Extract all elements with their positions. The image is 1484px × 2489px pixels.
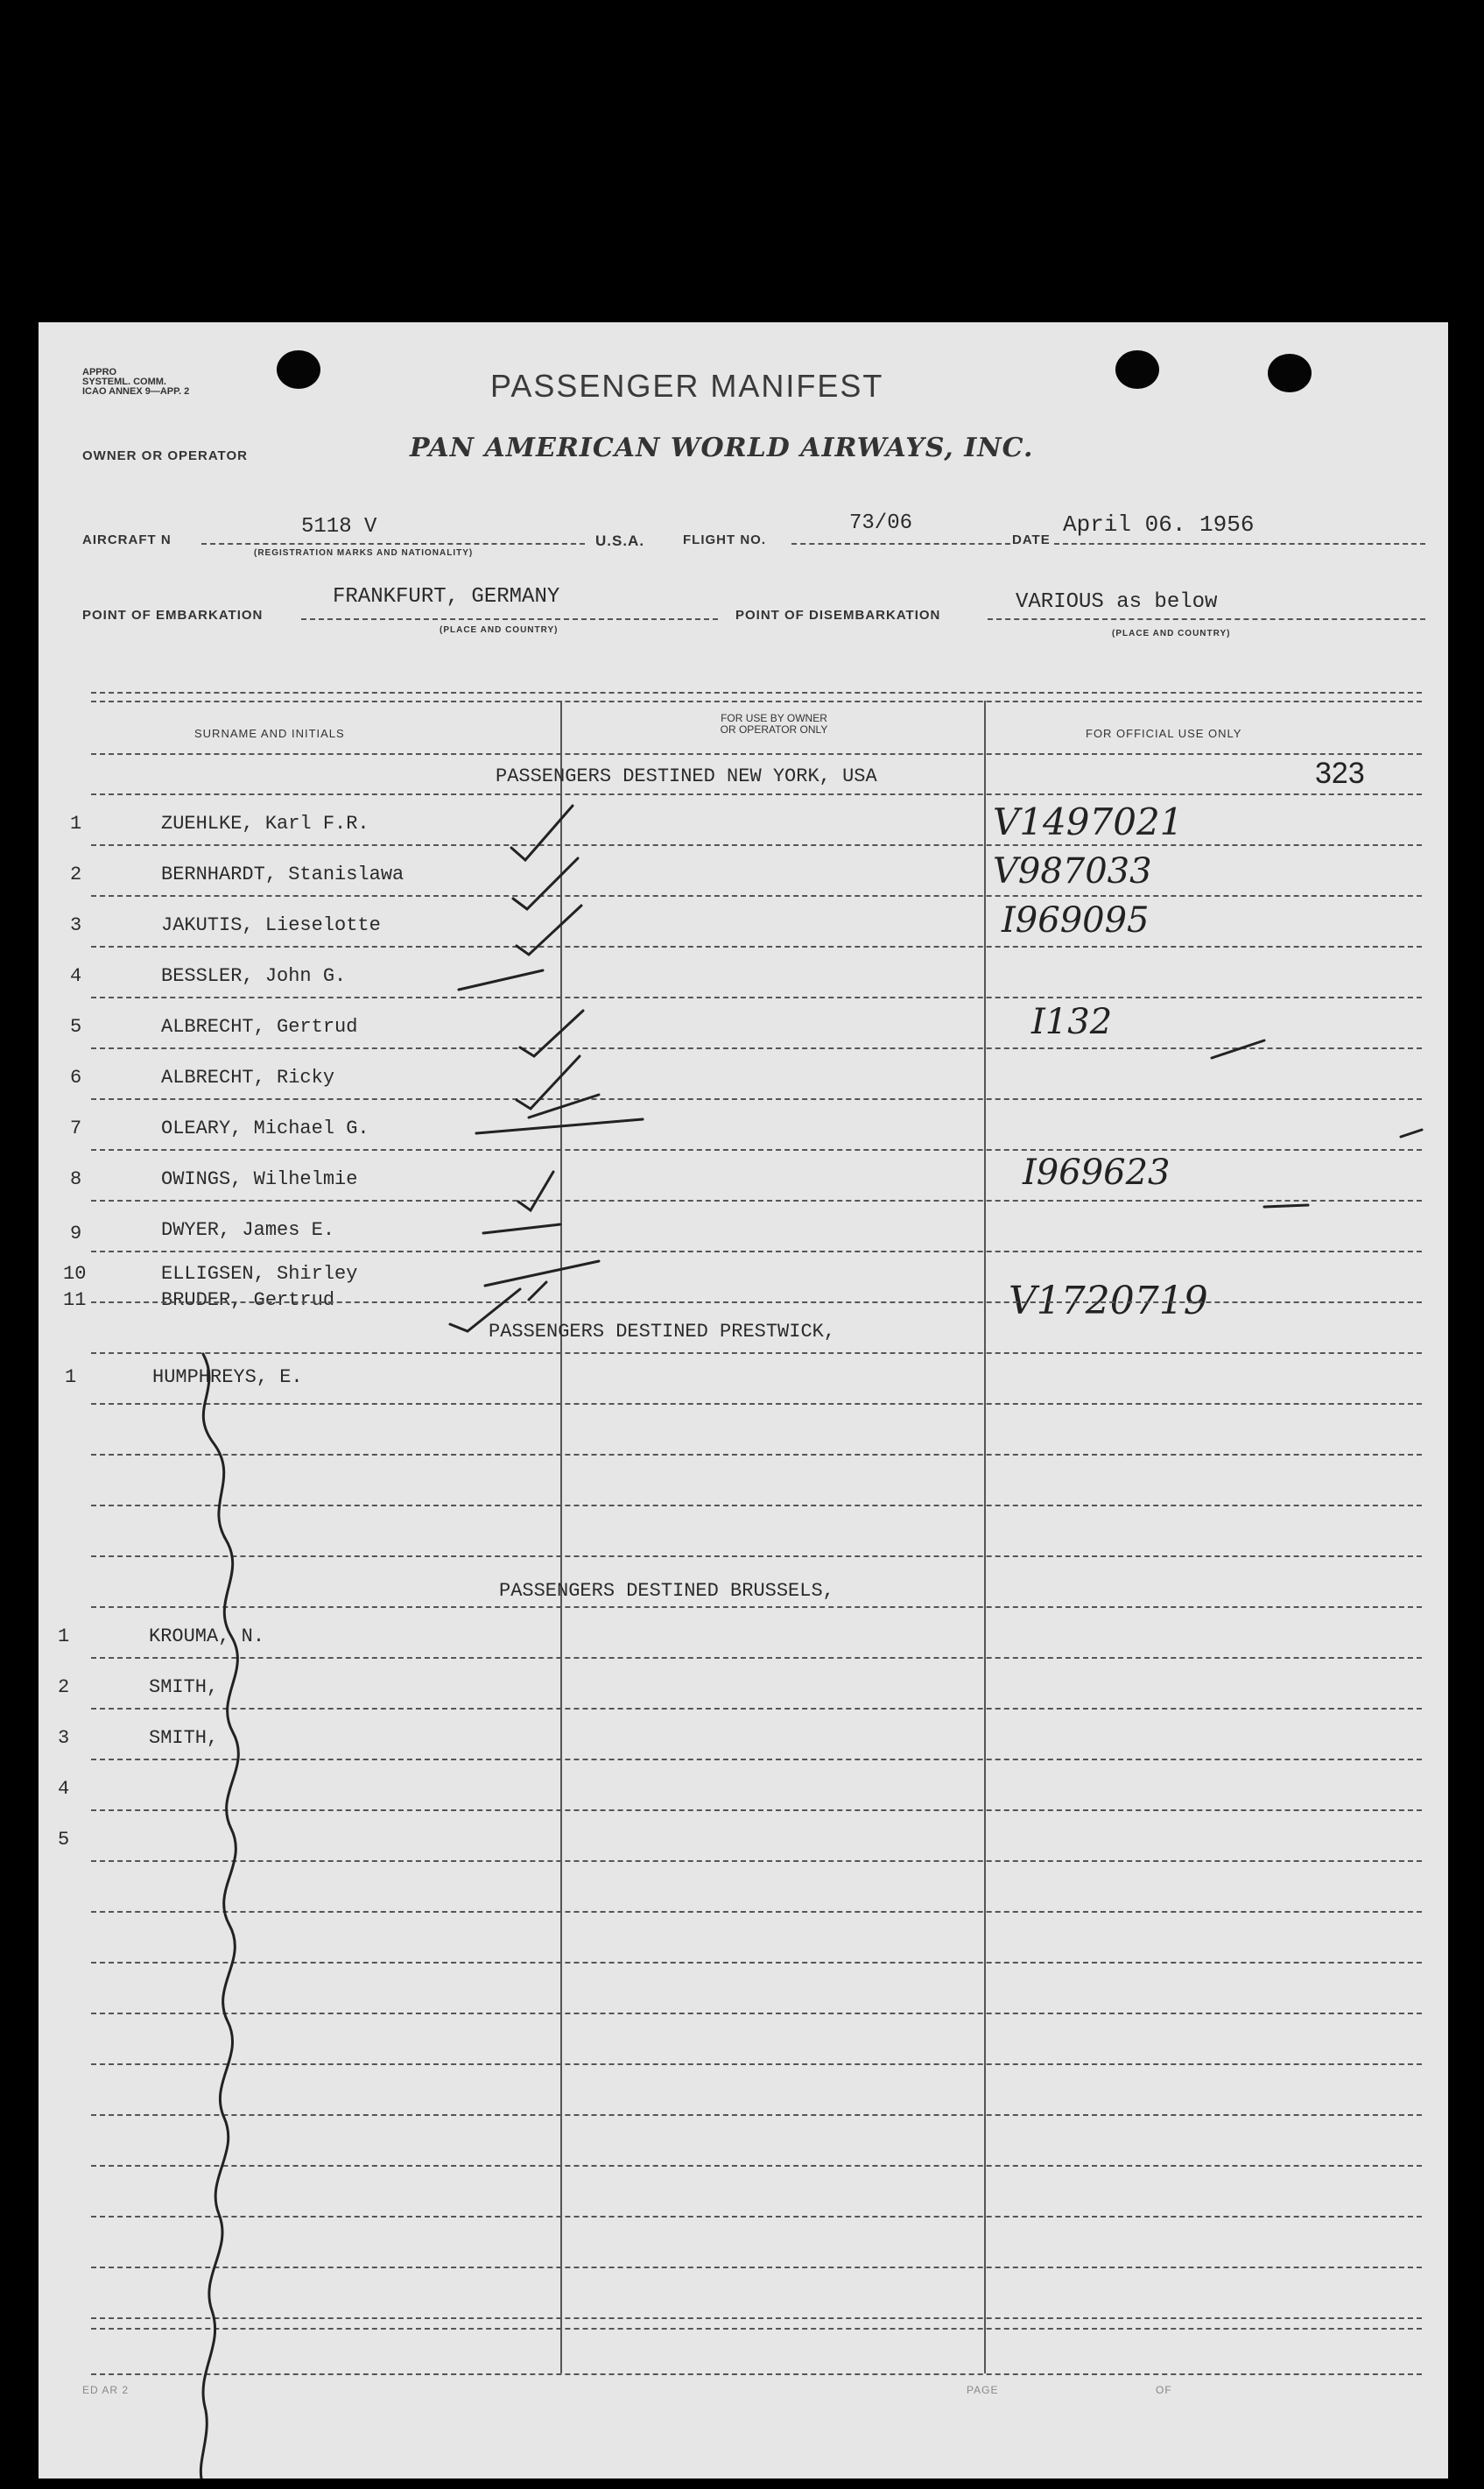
row-number: 5 — [70, 1016, 82, 1038]
footer-of: OF — [1156, 2384, 1172, 2396]
flight-value: 73/06 — [849, 511, 913, 535]
approval-line-2: SYSTEM — [82, 377, 123, 387]
passenger-name: ALBRECHT, Gertrud — [161, 1016, 358, 1038]
passenger-name: ELLIGSEN, Shirley — [161, 1263, 358, 1285]
passenger-name: SMITH, — [149, 1727, 219, 1749]
passenger-name: DWYER, James E. — [161, 1219, 335, 1241]
approval-line-4: ICAO ANNEX 9—APP. 2 — [82, 386, 190, 397]
passenger-name: ZUEHLKE, Karl F.R. — [161, 813, 369, 835]
list-item — [39, 895, 1448, 946]
approval-line-1: APPRO — [82, 367, 117, 377]
official-entry: V1497021 — [993, 800, 1184, 843]
row-number: 9 — [70, 1223, 82, 1244]
column-header-owner-use-line-2: OR OPERATOR ONLY — [720, 723, 828, 736]
list-item — [39, 1098, 1448, 1149]
row-number: 8 — [70, 1168, 82, 1190]
list-item — [39, 1200, 1448, 1251]
column-header-official: FOR OFFICIAL USE ONLY — [1086, 727, 1242, 740]
punch-hole-center-right — [1115, 350, 1159, 389]
manifest-sheet — [39, 322, 1448, 2478]
passenger-name: BRUDER, Gertrud — [161, 1289, 335, 1311]
list-item — [39, 793, 1448, 844]
official-entry: I132 — [1031, 1002, 1113, 1042]
official-entry: I969623 — [1023, 1153, 1171, 1193]
embarkation-label: POINT OF EMBARKATION — [82, 608, 264, 623]
row-number: 3 — [58, 1727, 70, 1749]
passenger-name: JAKUTIS, Lieselotte — [161, 914, 381, 936]
list-item — [39, 1352, 1448, 1403]
list-item — [39, 1759, 1448, 1809]
list-item — [39, 997, 1448, 1047]
section-brussels: PASSENGERS DESTINED BRUSSELS, — [499, 1580, 834, 1602]
date-value: April 06. 1956 — [1063, 511, 1255, 538]
row-number: 10 — [63, 1263, 87, 1285]
disembarkation-value: VARIOUS as below — [1016, 590, 1218, 614]
punch-hole-left — [277, 350, 320, 389]
row-number: 5 — [58, 1829, 70, 1851]
section-new-york: PASSENGERS DESTINED NEW YORK, USA — [496, 765, 877, 787]
disembarkation-label: POINT OF DISEMBARKATION — [735, 608, 941, 623]
passenger-name: ALBRECHT, Ricky — [161, 1067, 335, 1089]
footer-left: ED AR 2 — [82, 2384, 130, 2396]
list-item — [39, 1149, 1448, 1200]
list-item — [39, 946, 1448, 997]
footer-page: PAGE — [967, 2384, 999, 2396]
passenger-name: BERNHARDT, Stanislawa — [161, 864, 404, 885]
column-header-owner-use — [678, 713, 870, 736]
approval-line-3: L. COMM. — [122, 377, 166, 387]
passenger-name: BESSLER, John G. — [161, 965, 347, 987]
page-title: PASSENGER MANIFEST — [490, 368, 884, 404]
aircraft-label: AIRCRAFT N — [82, 532, 172, 547]
list-item — [39, 1809, 1448, 1860]
column-header-surname: SURNAME AND INITIALS — [194, 727, 345, 740]
squiggle-line — [200, 1354, 238, 2478]
row-number: 2 — [70, 864, 82, 885]
row-number: 7 — [70, 1118, 82, 1139]
owner-value: PAN AMERICAN WORLD AIRWAYS, INC. — [410, 433, 1034, 463]
punch-hole-right — [1268, 354, 1312, 392]
aircraft-value: 5118 V — [301, 515, 377, 539]
official-entry: I969095 — [1002, 900, 1150, 941]
row-number: 2 — [58, 1676, 70, 1698]
passenger-name: OLEARY, Michael G. — [161, 1118, 369, 1139]
passenger-name: KROUMA, N. — [149, 1625, 265, 1647]
passenger-name: OWINGS, Wilhelmie — [161, 1168, 358, 1190]
section-prestwick: PASSENGERS DESTINED PRESTWICK, — [489, 1321, 836, 1343]
row-number: 4 — [70, 965, 82, 987]
aircraft-sublabel: (REGISTRATION MARKS AND NATIONALITY) — [254, 548, 474, 558]
owner-label: OWNER OR OPERATOR — [82, 448, 248, 463]
row-number: 4 — [58, 1778, 70, 1800]
passenger-name: SMITH, — [149, 1676, 219, 1698]
list-item — [39, 1047, 1448, 1098]
list-item — [39, 844, 1448, 895]
column-header-owner-use-line-1: FOR USE BY OWNER — [721, 712, 827, 724]
row-number: 6 — [70, 1067, 82, 1089]
flight-label: FLIGHT NO. — [683, 532, 766, 547]
list-item — [39, 1657, 1448, 1708]
row-number: 1 — [65, 1366, 77, 1388]
passenger-name: HUMPHREYS, E. — [152, 1366, 303, 1388]
approval-block — [82, 368, 189, 397]
row-number: 11 — [63, 1289, 87, 1311]
page-number: 323 — [1315, 757, 1365, 790]
embarkation-value: FRANKFURT, GERMANY — [333, 585, 560, 609]
row-number: 1 — [70, 813, 82, 835]
disembarkation-sublabel: (PLACE AND COUNTRY) — [1112, 629, 1231, 638]
official-entry: V1720719 — [1009, 1279, 1208, 1323]
embarkation-sublabel: (PLACE AND COUNTRY) — [440, 625, 559, 635]
date-label: DATE — [1012, 532, 1051, 547]
official-entry: V987033 — [993, 851, 1152, 892]
row-number: 1 — [58, 1625, 70, 1647]
aircraft-country: U.S.A. — [595, 532, 645, 549]
list-item — [39, 1708, 1448, 1759]
row-number: 3 — [70, 914, 82, 936]
list-item — [39, 1606, 1448, 1657]
